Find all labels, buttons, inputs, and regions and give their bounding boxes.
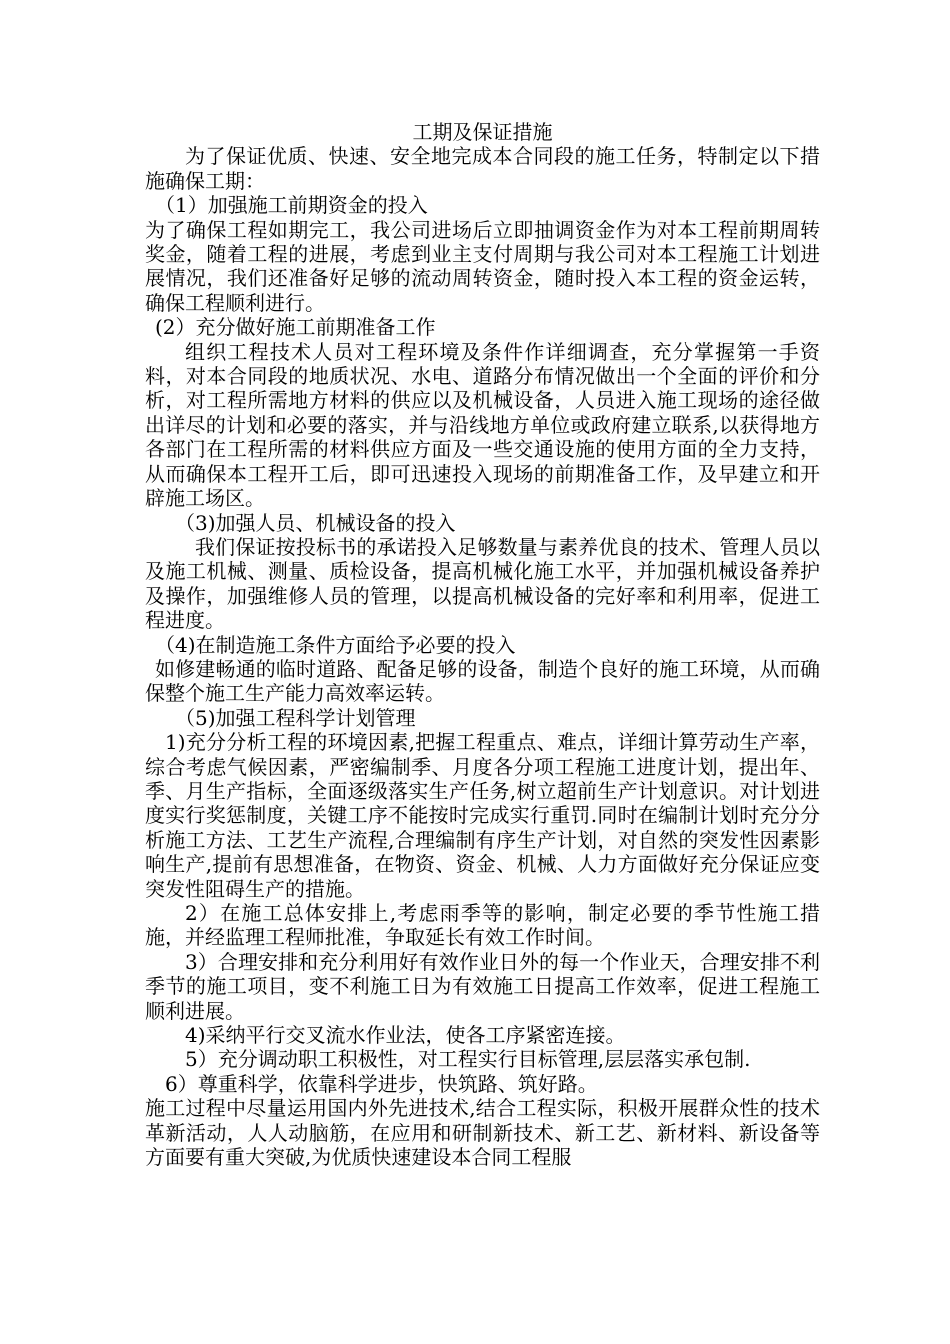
section-4-heading: （4)在制造施工条件方面给予必要的投入	[155, 632, 516, 657]
section-1-heading: （1）加强施工前期资金的投入	[155, 193, 428, 218]
section-5-item-5: 5）充分调动职工积极性，对工程实行目标管理,层层落实承包制.	[185, 1047, 751, 1072]
section-2-body: 组织工程技术人员对工程环境及条件作详细调查，充分掌握第一手资料，对本合同段的地质状况、水电、道路分布情况做出一个全面的评价和分析，对工程所需地方材料的供应以及机械设备，人员进入施工现场的途径做出详尽的计划和必要的落实，并与沿线地方单位或政府建立联系,以获得地方各部门在工程所需的材料供应方面及一些交通设施的使用方面的全力支持，从而确保本工程开工后，即可迅速投入现场的前期准备工作，及早建立和开辟施工场区。	[145, 339, 820, 511]
section-5-item-6: 6）尊重科学，依靠科学进步，快筑路、筑好路。	[165, 1071, 598, 1096]
section-5-closing: 施工过程中尽量运用国内外先进技术,结合工程实际，积极开展群众性的技术革新活动，人人动脑筋，在应用和研制新技术、新工艺、新材料、新设备等方面要有重大突破,为优质快速建设本合同工程服	[145, 1096, 820, 1170]
section-5-item-1: 1)充分分析工程的环境因素,把握工程重点、难点，详细计算劳动生产率，综合考虑气候因素，严密编制季、月度各分项工程施工进度计划，提出年、季、月生产指标，全面逐级落实生产任务,树立超前生产计划意识。对计划进度实行奖惩制度，关键工序不能按时完成实行重罚.同时在编制计划时充分分析施工方法、工艺生产流程,合理编制有序生产计划，对自然的突发性因素影响生产,提前有思想准备，在物资、资金、机械、人力方面做好充分保证应变突发性阻碍生产的措施。	[145, 730, 820, 901]
section-4-body: 如修建畅通的临时道路、配备足够的设备，制造个良好的施工环境，从而确保整个施工生产能力高效率运转。	[145, 656, 820, 706]
section-5-heading: （5)加强工程科学计划管理	[175, 705, 416, 730]
section-5-item-3: 3）合理安排和充分利用好有效作业日外的每一个作业天，合理安排不利季节的施工项目，变不利施工日为有效施工日提高工作效率，促进工程施工顺利进展。	[145, 949, 820, 1023]
section-3-heading: （3)加强人员、机械设备的投入	[175, 510, 456, 535]
section-3-body: 我们保证按投标书的承诺投入足够数量与素养优良的技术、管理人员以及施工机械、测量、质检设备，提高机械化施工水平，并加强机械设备养护及操作，加强维修人员的管理，以提高机械设备的完好率和利用率，促进工程进度。	[145, 534, 820, 633]
section-2-heading: (2）充分做好施工前期准备工作	[155, 315, 436, 340]
document-page	[145, 120, 820, 1169]
section-1-body: 为了确保工程如期完工，我公司进场后立即抽调资金作为对本工程前期周转奖金，随着工程的进展，考虑到业主支付周期与我公司对本工程施工计划进展情况，我们还准备好足够的流动周转资金，随时投入本工程的资金运转，确保工程顺利进行。	[145, 217, 820, 315]
document-title: 工期及保证措施	[412, 120, 553, 144]
section-5-item-4: 4)采纳平行交叉流水作业法，使各工序紧密连接。	[185, 1023, 626, 1048]
section-5-item-2: 2）在施工总体安排上,考虑雨季等的影响，制定必要的季节性施工措施，并经监理工程师批准，争取延长有效工作时间。	[145, 901, 820, 950]
intro-paragraph: 为了保证优质、快速、安全地完成本合同段的施工任务，特制定以下措施确保工期：	[145, 144, 820, 193]
